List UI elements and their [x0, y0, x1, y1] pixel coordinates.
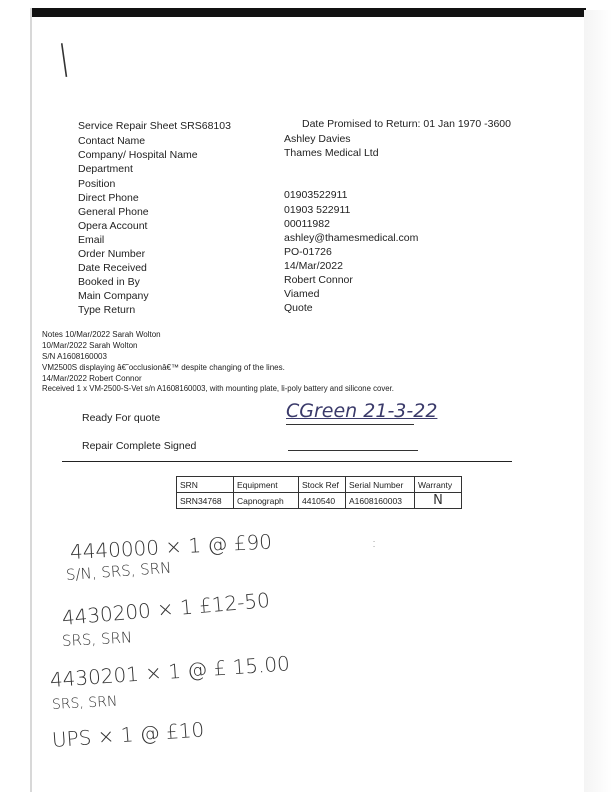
field-value-opera-account: 00011982 [284, 218, 330, 230]
ready-for-quote-label: Ready For quote [82, 412, 161, 424]
field-value-type-return: Quote [284, 302, 313, 314]
note-line: 14/Mar/2022 Robert Connor [42, 374, 142, 383]
note-line: S/N A1608160003 [42, 352, 107, 361]
field-label-direct-phone: Direct Phone [78, 192, 139, 204]
scan-left-edge [30, 8, 32, 792]
handwritten-line: 4440000 × 1 @ £90 [69, 529, 273, 564]
ready-signature-line [286, 424, 414, 425]
date-promised: Date Promised to Return: 01 Jan 1970 -3600 [302, 118, 511, 130]
handwritten-line: 4430201 × 1 @ £ 15.00 [49, 651, 291, 692]
handwritten-line: SRS, SRN [51, 693, 118, 713]
field-label-position: Position [78, 178, 116, 190]
handwritten-line: SRS, SRN [61, 628, 133, 650]
section-divider [62, 461, 512, 462]
field-label-date-received: Date Received [78, 262, 147, 274]
field-label-department: Department [78, 163, 133, 175]
table-header-row [177, 477, 462, 493]
handwritten-line: 4430200 × 1 £12-50 [60, 587, 271, 630]
ready-signature: CGreen 21-3-22 [286, 400, 438, 422]
cell-warranty: N [415, 493, 462, 509]
field-label-general-phone: General Phone [78, 206, 149, 218]
table-row [177, 493, 462, 509]
field-label-order-number: Order Number [78, 248, 146, 260]
cell-serial-number: A1608160003 [346, 493, 415, 509]
field-value-general-phone: 01903 522911 [284, 204, 351, 216]
field-label-contact-name: Contact Name [78, 135, 146, 147]
field-label-email: Email [78, 234, 105, 246]
column-header-equipment: Equipment [234, 477, 299, 493]
sheet-title: Service Repair Sheet SRS68103 [78, 120, 231, 132]
cell-stock-ref: 4410540 [299, 493, 346, 509]
repair-complete-label: Repair Complete Signed [82, 440, 197, 452]
field-value-main-company: Viamed [284, 288, 320, 300]
parts-table [176, 476, 462, 509]
handwritten-line: UPS × 1 @ £10 [51, 717, 205, 752]
column-header-warranty: Warranty [415, 477, 462, 493]
handwritten-line: S/N, SRS, SRN [65, 558, 172, 584]
note-line: 10/Mar/2022 Sarah Wolton [42, 341, 138, 350]
scan-top-edge [30, 8, 586, 17]
repair-signature-line [288, 450, 418, 451]
field-label-booked-in-by: Booked in By [78, 276, 140, 288]
field-value-order-number: PO-01726 [284, 246, 332, 258]
cell-equipment: Capnograph [234, 493, 299, 509]
note-line: Received 1 x VM-2500-S-Vet s/n A1608160003, with mounting plate, li-poly battery and silicone cover. [42, 384, 394, 393]
cell-srn: SRN34768 [177, 493, 234, 509]
field-value-direct-phone: 01903522911 [284, 189, 348, 201]
field-label-type-return: Type Return [78, 304, 136, 316]
field-label-company: Company/ Hospital Name [78, 149, 198, 161]
field-value-company: Thames Medical Ltd [284, 147, 379, 159]
column-header-stock-ref: Stock Ref [299, 477, 346, 493]
note-line: VM2500S displaying â€˜occlusionâ€™ despite changing of the lines. [42, 363, 285, 372]
field-label-main-company: Main Company [78, 290, 149, 302]
column-header-srn: SRN [177, 477, 234, 493]
column-header-serial-number: Serial Number [346, 477, 415, 493]
field-value-email: ashley@thamesmedical.com [284, 232, 419, 244]
margin-pen-mark: | [55, 37, 73, 79]
field-value-date-received: 14/Mar/2022 [284, 260, 343, 272]
field-value-contact-name: Ashley Davies [284, 133, 351, 145]
scan-right-shadow [584, 10, 612, 792]
note-line: Notes 10/Mar/2022 Sarah Wolton [42, 330, 161, 339]
field-label-opera-account: Opera Account [78, 220, 148, 232]
stray-pen-mark: : [372, 536, 377, 550]
field-value-booked-in-by: Robert Connor [284, 274, 353, 286]
